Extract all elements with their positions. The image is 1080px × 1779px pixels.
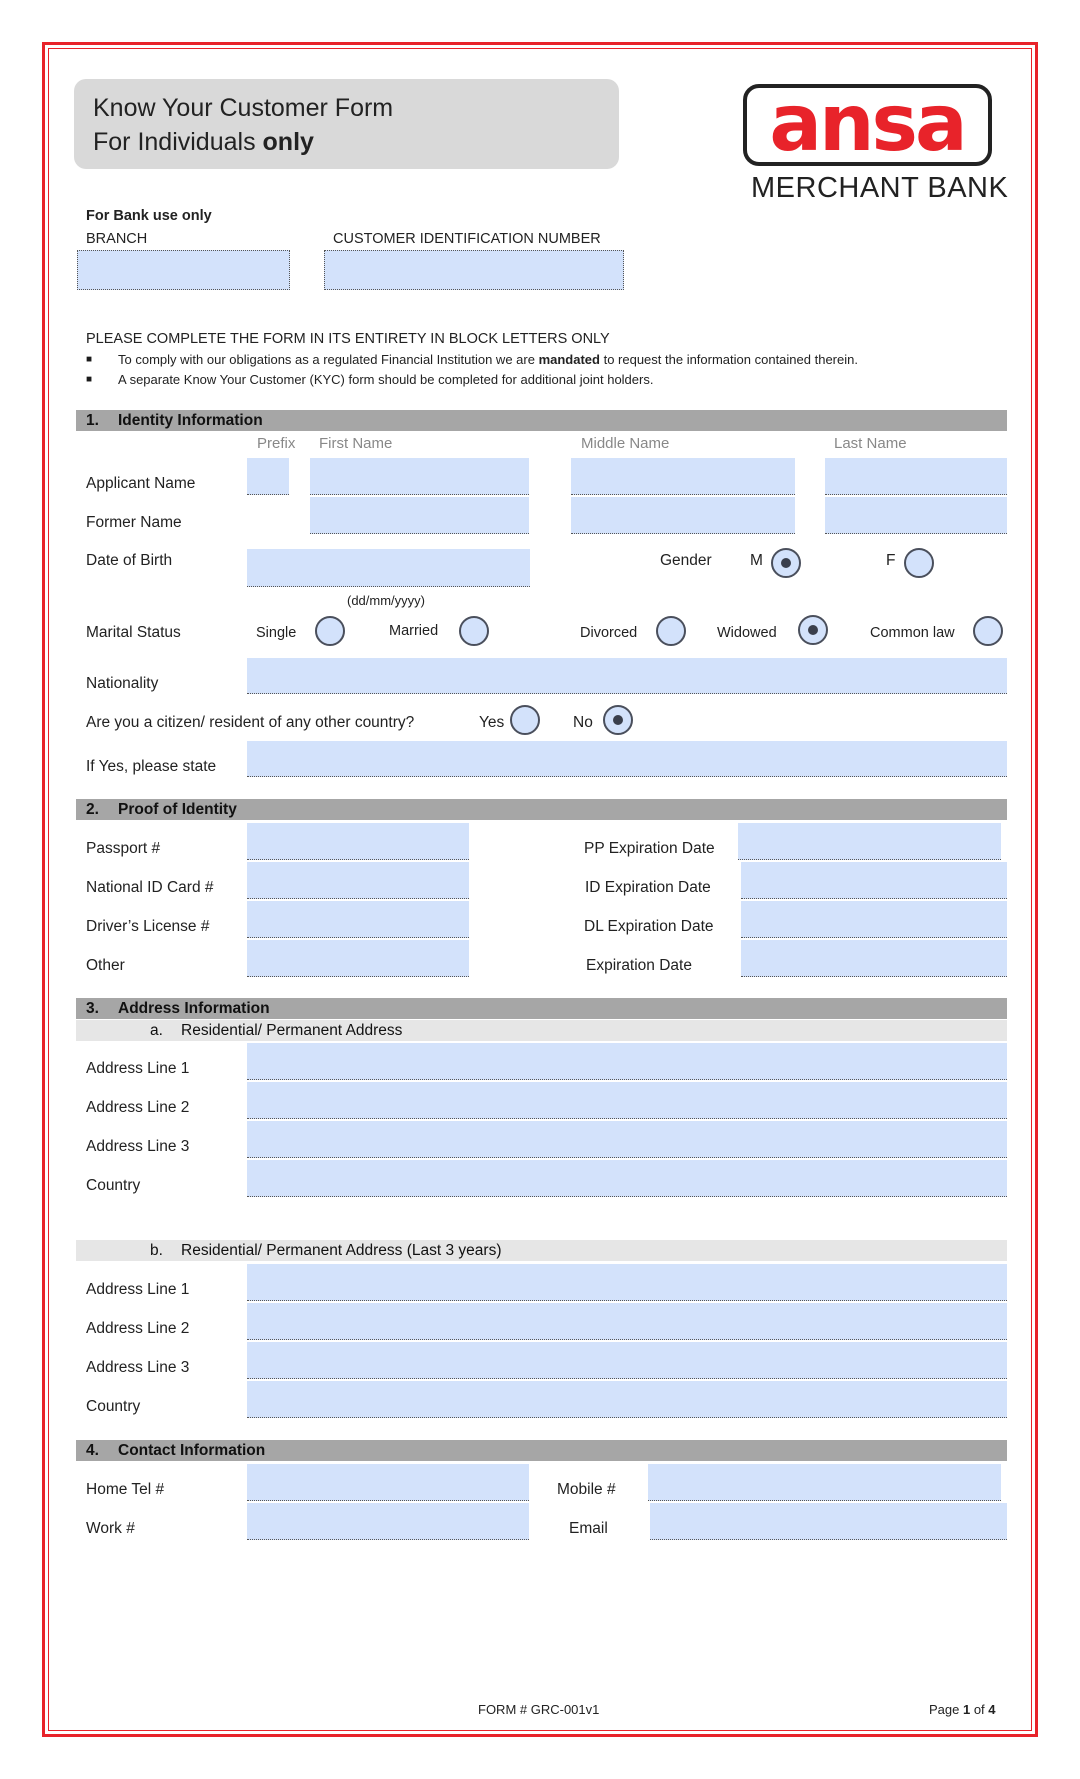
work-input[interactable] [247,1503,529,1540]
citizen-question: Are you a citizen/ resident of any other country? [86,714,415,731]
subsection-a-title: Residential/ Permanent Address [181,1022,403,1039]
marital-divorced-radio[interactable] [656,616,686,646]
instruction-bullet-2: A separate Know Your Customer (KYC) form should be completed for additional joint holders. [118,372,654,387]
form-title-line2 [93,128,314,157]
first-name-input[interactable] [310,458,529,495]
page-prefix: Page [929,1702,963,1717]
drivers-license-input[interactable] [247,901,469,938]
marital-common-law-radio[interactable] [973,616,1003,646]
address-b-line1-label: Address Line 1 [86,1281,190,1298]
address-b-line1-input[interactable] [247,1264,1007,1301]
dob-hint: (dd/mm/yyyy) [347,593,425,608]
address-a-line3-label: Address Line 3 [86,1138,190,1155]
address-b-country-label: Country [86,1398,141,1415]
bullet-2-glyph: ■ [86,374,93,385]
section-address-number: 3. [86,1000,99,1017]
marital-married-label: Married [389,623,439,639]
passport-label: Passport # [86,840,161,857]
bank-use-heading: For Bank use only [86,208,212,224]
dob-label: Date of Birth [86,552,173,569]
col-last-name: Last Name [834,435,907,452]
other-id-label: Other [86,957,125,974]
address-a-line1-label: Address Line 1 [86,1060,190,1077]
page-current: 1 [962,1702,971,1717]
id-expiration-label: ID Expiration Date [585,879,711,896]
home-tel-input[interactable] [247,1464,529,1501]
former-middle-name-input[interactable] [571,497,795,534]
applicant-name-label: Applicant Name [86,475,196,492]
cin-label: CUSTOMER IDENTIFICATION NUMBER [333,231,601,247]
citizen-yes-radio[interactable] [510,705,540,735]
subsection-b-title: Residential/ Permanent Address (Last 3 years) [181,1242,502,1259]
pp-expiration-input[interactable] [738,823,1001,860]
section-address-header [76,998,1007,1019]
address-b-line3-label: Address Line 3 [86,1359,190,1376]
marital-widowed-label: Widowed [717,625,777,641]
citizen-yes-label: Yes [479,714,505,731]
instruction-bullet-1 [118,352,858,367]
section-contact-title: Contact Information [118,1442,266,1459]
dl-expiration-input[interactable] [741,901,1007,938]
section-identity-header [76,410,1007,431]
if-yes-input[interactable] [247,741,1007,777]
section-contact-number: 4. [86,1442,99,1459]
ansa-logo-mark [743,84,992,166]
instructions-heading: PLEASE COMPLETE THE FORM IN ITS ENTIRETY IN BLOCK LETTERS ONLY [86,331,610,347]
marital-divorced-label: Divorced [580,625,638,641]
nationality-label: Nationality [86,675,159,692]
last-name-input[interactable] [825,458,1007,495]
gender-m-label: M [750,552,763,569]
dl-expiration-label: DL Expiration Date [584,918,714,935]
col-prefix: Prefix [257,435,296,452]
form-title-bold: only [262,128,314,156]
page-of: of [970,1702,989,1717]
logo-text: ansa [769,84,965,166]
page-total: 4 [988,1702,996,1717]
former-last-name-input[interactable] [825,497,1007,534]
work-label: Work # [86,1520,135,1537]
section-proof-header [76,799,1007,820]
subsection-b-header [76,1240,1007,1261]
middle-name-input[interactable] [571,458,795,495]
home-tel-label: Home Tel # [86,1481,165,1498]
bullet-1-bold: mandated [538,352,600,367]
subsection-a-letter: a. [150,1022,163,1039]
address-b-line2-input[interactable] [247,1303,1007,1340]
address-b-line3-input[interactable] [247,1342,1007,1379]
marital-married-radio[interactable] [459,616,489,646]
prefix-input[interactable] [247,458,289,495]
branch-input[interactable] [77,250,290,290]
if-yes-label: If Yes, please state [86,758,217,775]
gender-label: Gender [660,552,712,569]
col-middle-name: Middle Name [581,435,670,452]
email-input[interactable] [650,1503,1007,1540]
former-name-label: Former Name [86,514,182,531]
gender-f-label: F [886,552,896,569]
form-title-line1: Know Your Customer Form [93,94,394,122]
address-b-line2-label: Address Line 2 [86,1320,190,1337]
pp-expiration-label: PP Expiration Date [584,840,715,857]
mobile-label: Mobile # [557,1481,616,1498]
section-address-title: Address Information [118,1000,270,1017]
section-identity-title: Identity Information [118,412,263,429]
passport-input[interactable] [247,823,469,860]
address-a-country-label: Country [86,1177,141,1194]
cin-input[interactable] [324,250,624,290]
citizen-no-label: No [573,714,593,731]
marital-single-radio[interactable] [315,616,345,646]
ansa-logo [743,84,992,166]
bullet-1-glyph: ■ [86,354,93,365]
drivers-license-label: Driver’s License # [86,918,210,935]
mobile-input[interactable] [648,1464,1001,1501]
gender-f-radio[interactable] [904,548,934,578]
marital-status-label: Marital Status [86,624,181,641]
section-contact-header [76,1440,1007,1461]
national-id-label: National ID Card # [86,879,214,896]
former-first-name-input[interactable] [310,497,529,534]
col-first-name: First Name [319,435,393,452]
other-id-input[interactable] [247,940,469,977]
other-expiration-input[interactable] [741,940,1007,977]
section-proof-title: Proof of Identity [118,801,237,818]
subsection-b-letter: b. [150,1242,163,1259]
bullet-1-prefix: To comply with our obligations as a regulated Financial Institution we are [118,352,539,367]
subsection-a-header [76,1020,1007,1041]
page-indicator [929,1702,996,1717]
section-proof-number: 2. [86,801,99,818]
address-a-line2-input[interactable] [247,1082,1007,1119]
address-b-country-input[interactable] [247,1381,1007,1418]
address-a-line3-input[interactable] [247,1121,1007,1158]
citizen-no-radio[interactable] [603,705,633,735]
branch-label: BRANCH [86,231,148,247]
bullet-1-suffix: to request the information contained therein. [599,352,858,367]
address-a-line2-label: Address Line 2 [86,1099,190,1116]
marital-common-law-label: Common law [870,625,955,641]
other-expiration-label: Expiration Date [586,957,692,974]
form-number: FORM # GRC-001v1 [478,1702,600,1717]
national-id-input[interactable] [247,862,469,899]
gender-m-radio[interactable] [771,548,801,578]
email-label: Email [569,1520,608,1537]
address-a-country-input[interactable] [247,1160,1007,1197]
section-identity-number: 1. [86,412,99,429]
logo-merchant-bank: MERCHANT BANK [751,172,1009,204]
id-expiration-input[interactable] [741,862,1007,899]
dob-input[interactable] [247,549,530,587]
nationality-input[interactable] [247,658,1007,694]
address-a-line1-input[interactable] [247,1043,1007,1080]
form-title-prefix: For Individuals [93,128,263,156]
marital-widowed-radio[interactable] [798,615,828,645]
marital-single-label: Single [256,625,297,641]
